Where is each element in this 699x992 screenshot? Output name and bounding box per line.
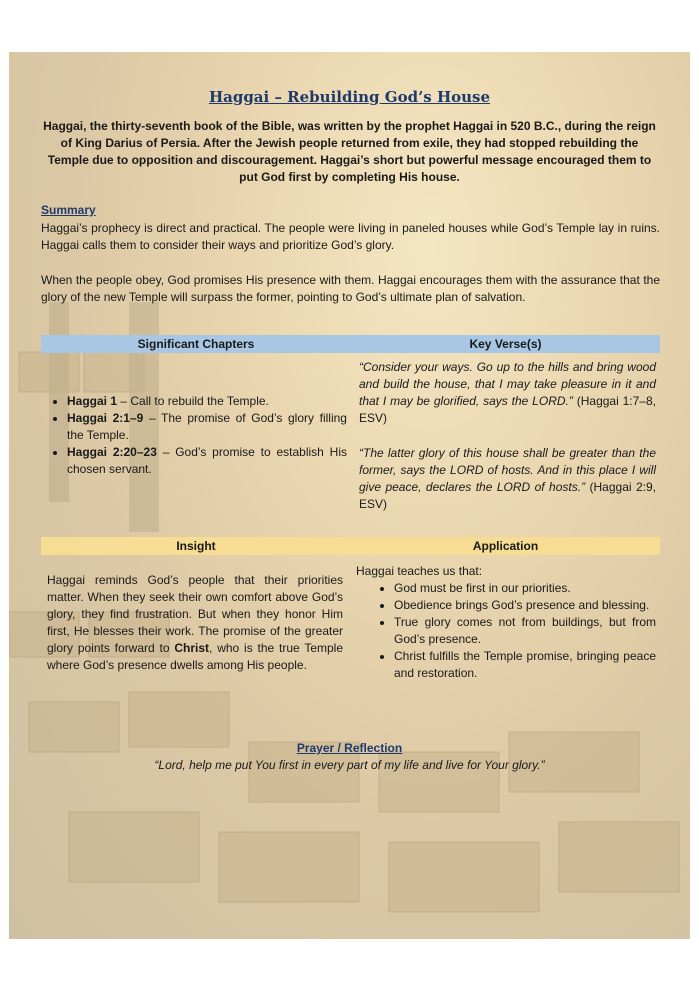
key-verse-2-ref: (Haggai 2:9, ESV) [359, 480, 656, 511]
chapter-text: – God’s promise to establish His chosen servant. [67, 445, 347, 476]
summary-paragraph-1: Haggai’s prophecy is direct and practical. The people were living in paneled houses while God’s Temple lay in ruins. Haggai calls them to consider their ways and prioritize God’s glory. [41, 221, 660, 252]
key-verse-1-ref: (Haggai 1:7–8, ESV) [359, 394, 656, 425]
chapters-list-block [45, 393, 347, 478]
document-page [9, 52, 690, 939]
application-item: • Obedience brings God’s presence and blessing. [394, 597, 656, 614]
application-header-bar [351, 537, 660, 555]
key-verse-2 [359, 445, 656, 513]
insight-text-before: Haggai reminds God’s people that their priorities matter. When they seek their own comfort above God’s glory, they find frustration. But when they honor Him first, He blesses their work. The promise of the greater glory points forward to [47, 573, 343, 655]
chapter-item [67, 410, 347, 444]
application-item: • God must be first in our priorities. [394, 580, 656, 597]
application-heading: Application [472, 539, 539, 553]
chapters-heading: Significant Chapters [137, 337, 255, 351]
application-block [356, 563, 656, 682]
summary-heading: Summary [41, 203, 96, 217]
chapter-ref: Haggai 2:1–9 [67, 411, 144, 425]
application-list [356, 580, 656, 682]
insight-bold-word: Christ [174, 641, 210, 655]
key-verse-1-text: “Consider your ways. Go up to the hills and bring wood and build the house, that I may take pleasure in it and that I may be glorified, says the LORD.” [359, 360, 656, 408]
key-verses-heading: Key Verse(s) [469, 337, 542, 351]
intro-paragraph: Haggai, the thirty-seventh book of the Bible, was written by the prophet Haggai in 520 B.C., during the reign of King Darius of Persia. After the Jewish people returned from exile, they had stopped rebuilding the Temple due to opposition and discouragement. Haggai’s short but powerful message encouraged them to put God first by completing His house. [43, 119, 656, 184]
application-item: • True glory comes not from buildings, but from God’s presence. [394, 614, 656, 648]
insight-header-bar [41, 537, 351, 555]
key-verse-2-text: “The latter glory of this house shall be greater than the former, says the LORD of hosts. And in this place I will give peace, declares the LORD of hosts.” [359, 446, 656, 494]
content [9, 52, 690, 939]
chapter-ref: Haggai 1 [67, 394, 118, 408]
insight-text-after: , who is the true Temple where God’s presence dwells among His people. [47, 641, 343, 672]
application-lead: Haggai teaches us that: [356, 564, 483, 578]
application-item: • Christ fulfills the Temple promise, bringing peace and restoration. [394, 648, 656, 682]
insight-heading: Insight [176, 539, 216, 553]
chapters-header-bar [41, 335, 351, 353]
chapter-item [67, 444, 347, 478]
key-verse-1 [359, 359, 656, 427]
chapter-text: – Call to rebuild the Temple. [117, 394, 269, 408]
prayer-heading: Prayer / Reflection [296, 741, 403, 755]
insight-text [47, 572, 343, 674]
page-title: Haggai – Rebuilding God’s House [208, 88, 491, 106]
key-verses-header-bar [351, 335, 660, 353]
summary-paragraph-2: When the people obey, God promises His presence with them. Haggai encourages them with the assurance that the glory of the new Temple will surpass the former, pointing to God’s ultimate plan of salvation. [41, 273, 660, 304]
chapter-ref: Haggai 2:20–23 [67, 445, 157, 459]
chapter-text: – The promise of God’s glory filling the Temple. [67, 411, 347, 442]
prayer-text: “Lord, help me put You first in every part of my life and live for Your glory.” [154, 758, 545, 772]
chapters-list [45, 393, 347, 478]
chapter-item [67, 393, 347, 410]
